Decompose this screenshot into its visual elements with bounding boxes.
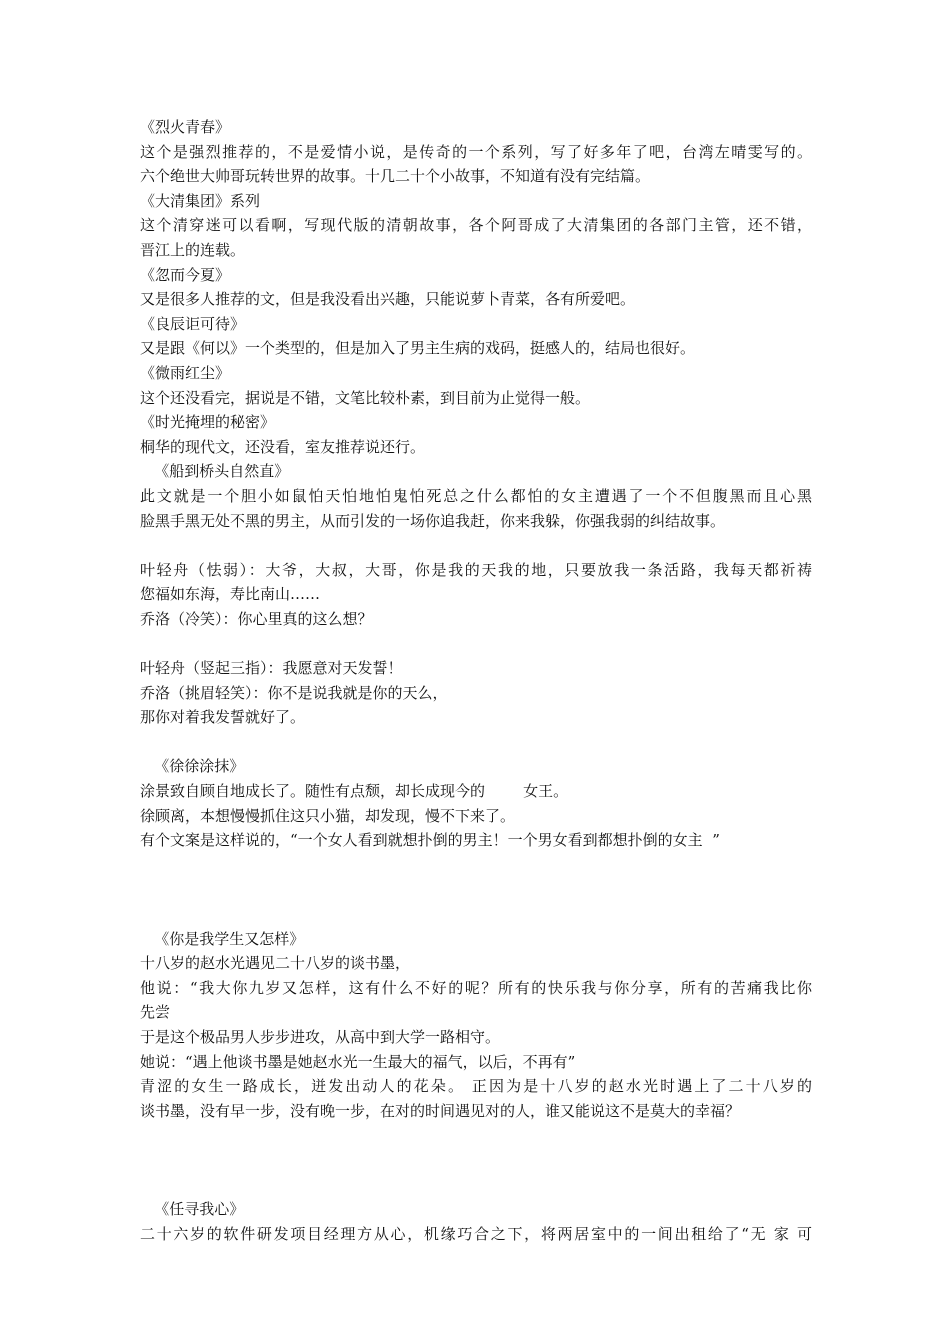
paragraph-line: 他说：“我大你九岁又怎样，这有什么不好的呢？所有的快乐我与你分享，所有的苦痛我比你: [140, 978, 812, 997]
paragraph-line: 桐华的现代文，还没看，室友推荐说还行。: [140, 437, 426, 456]
paragraph-line: 涂景致自顾自地成长了。随性有点颓，却长成现今的 女王。: [140, 782, 569, 801]
book-title-xuxu: 《徐徐涂抹》: [140, 757, 245, 776]
book-title-liehuo: 《烈火青春》: [140, 118, 231, 136]
blank-line: [140, 730, 812, 755]
book-title-daqing: 《大清集团》系列: [140, 191, 261, 210]
blank-line: [140, 1123, 812, 1148]
paragraph-line: 六个绝世大帅哥玩转世界的故事。十几二十个小故事，不知道有没有完结篇。: [140, 167, 651, 186]
dialogue-line: 那你对着我发誓就好了。: [140, 708, 306, 727]
dialogue-line: 您福如东海，寿比南山……: [140, 585, 321, 604]
paragraph-line: 这个是强烈推荐的，不是爱情小说，是传奇的一个系列，写了好多年了吧，台湾左晴雯写的。: [140, 142, 812, 161]
book-title-huerjinxia: 《忽而今夏》: [140, 265, 231, 284]
book-title-weiyu: 《微雨红尘》: [140, 363, 231, 382]
book-title-shiguang: 《时光掩埋的秘密》: [140, 413, 276, 432]
paragraph-line: 这个清穿迷可以看啊，写现代版的清朝故事，各个阿哥成了大清集团的各部门主管，还不错，: [140, 216, 812, 235]
paragraph-line: 这个还没看完，据说是不错，文笔比较朴素，到目前为止觉得一般。: [140, 388, 591, 407]
paragraph-line: 她说：“遇上他谈书墨是她赵水光一生最大的福气，以后，不再有”: [140, 1052, 576, 1071]
blank-line: [140, 853, 812, 878]
blank-line: [140, 631, 812, 656]
blank-line: [140, 877, 812, 902]
paragraph-line: 有个文案是这样说的，“一个女人看到就想扑倒的男主！一个男女看到都想扑倒的女主 ”: [140, 831, 720, 850]
paragraph-line: 二十六岁的软件研发项目经理方从心，机缘巧合之下，将两居室中的一间出租给了“无 家 可: [140, 1224, 812, 1243]
paragraph-line: 青涩的女生一路成长，迸发出动人的花朵。 正因为是十八岁的赵水光时遇上了二十八岁的: [140, 1077, 812, 1096]
paragraph-line: 晋江上的连载。: [140, 240, 246, 259]
book-title-nishiwoxuesheng: 《你是我学生又怎样》: [140, 929, 305, 948]
paragraph-line: 十八岁的赵水光遇见二十八岁的谈书墨，: [140, 954, 411, 973]
blank-line: [140, 1148, 812, 1173]
paragraph-line: 又是跟《何以》一个类型的，但是加入了男主生病的戏码，挺感人的，结局也很好。: [140, 339, 696, 358]
paragraph-line: 脸黑手黑无处不黑的男主，从而引发的一场你追我赶，你来我躲，你强我弱的纠结故事。: [140, 511, 726, 530]
dialogue-line: 叶轻舟（怯弱）：大爷，大叔，大哥，你是我的天我的地，只要放我一条活路，我每天都祈祷: [140, 560, 812, 579]
blank-line: [140, 902, 812, 927]
paragraph-line: 又是很多人推荐的文，但是我没看出兴趣，只能说萝卜青菜，各有所爱吧。: [140, 290, 636, 309]
blank-line: [140, 533, 812, 558]
dialogue-line: 乔洛（挑眉轻笑）：你不是说我就是你的天么，: [140, 683, 448, 702]
paragraph-line: 先尝: [140, 1003, 171, 1022]
dialogue-line: 叶轻舟（竖起三指）：我愿意对天发誓！: [140, 659, 403, 678]
blank-line: [140, 1173, 812, 1198]
book-title-liangchen: 《良辰讵可待》: [140, 314, 246, 333]
paragraph-line: 于是这个极品男人步步进攻，从高中到大学一路相守。: [140, 1027, 501, 1046]
paragraph-line: 此文就是一个胆小如鼠怕天怕地怕鬼怕死总之什么都怕的女主遭遇了一个不但腹黑而且心黑: [140, 486, 812, 505]
paragraph-line: 谈书墨，没有早一步，没有晚一步，在对的时间遇见对的人，谁又能说这不是莫大的幸福？: [140, 1101, 741, 1120]
dialogue-line: 乔洛（冷笑）：你心里真的这么想？: [140, 609, 373, 628]
paragraph-line: 徐顾离，本想慢慢抓住这只小猫，却发现，慢不下来了。: [140, 806, 516, 825]
book-title-chuandao: 《船到桥头自然直》: [140, 462, 290, 481]
document-body: [140, 115, 812, 1246]
book-title-renxun: 《任寻我心》: [140, 1200, 245, 1219]
